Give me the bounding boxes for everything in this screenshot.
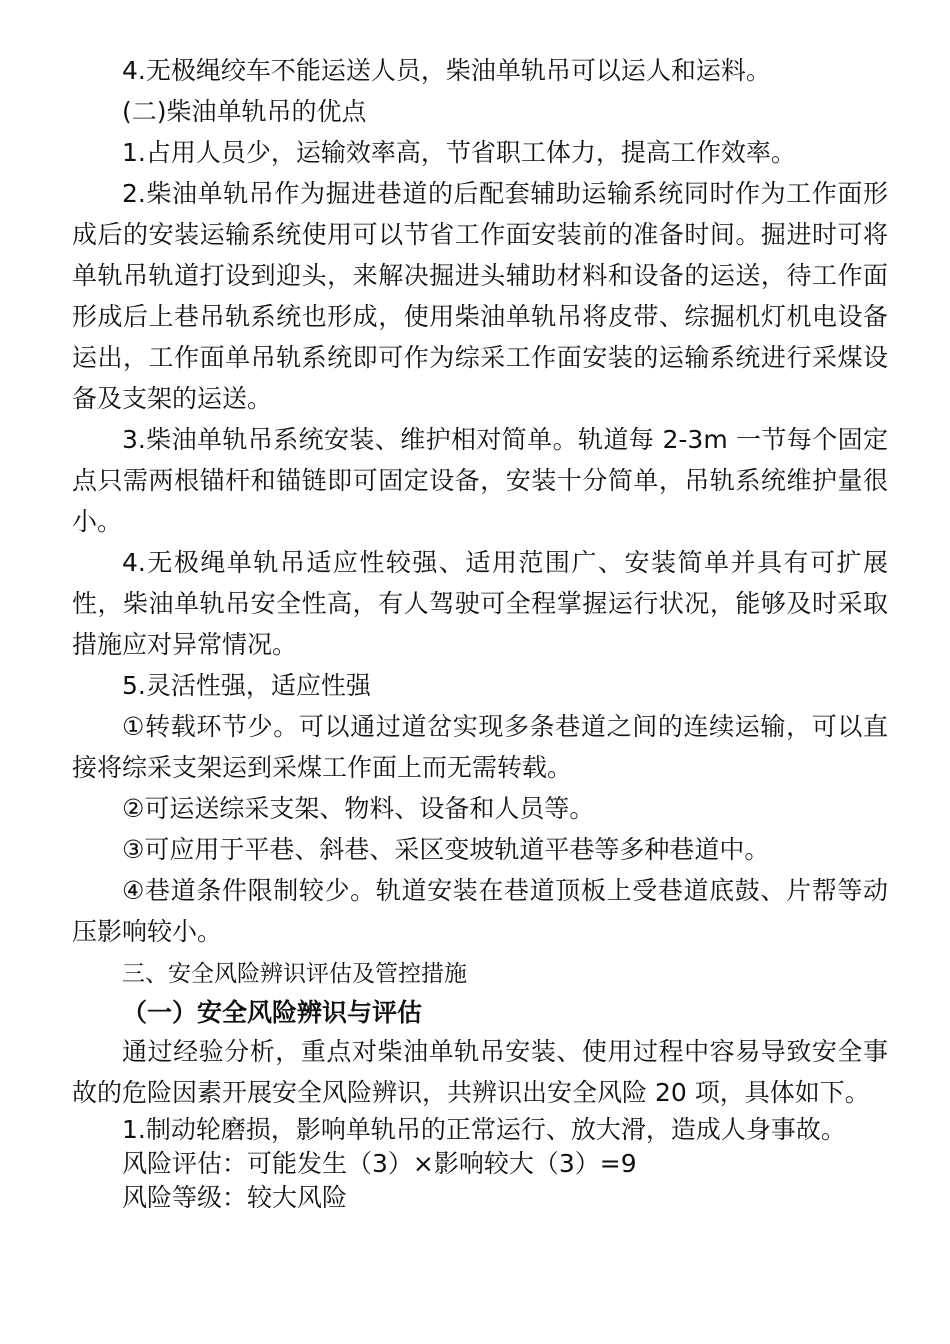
paragraph-risk-1: 1.制动轮磨损，影响单轨吊的正常运行、放大滑，造成人身事故。 (122, 1115, 846, 1144)
section-heading-risk-identification: （一）安全风险辨识与评估 (122, 998, 423, 1027)
paragraph-sub-1: ①转载环节少。可以通过道岔实现多条巷道之间的连续运输，可以直接将综采支架运到采煤工作面上而无需转载。 (72, 712, 888, 782)
paragraph-advantage-3: 3.柴油单轨吊系统安装、维护相对简单。轨道每 2-3m 一节每个固定点只需两根锚杆和锚链即可固定设备，安装十分简单，吊轨系统维护量很小。 (72, 425, 888, 536)
section-heading-advantages: (二)柴油单轨吊的优点 (122, 97, 367, 126)
paragraph-risk-level: 风险等级：较大风险 (122, 1183, 348, 1212)
paragraph-sub-4: ④巷道条件限制较少。轨道安装在巷道顶板上受巷道底鼓、片帮等动压影响较小。 (72, 876, 888, 946)
paragraph-advantage-4: 4.无极绳单轨吊适应性较强、适用范围广、安装简单并具有可扩展性，柴油单轨吊安全性高，有人驾驶可全程掌握运行状况，能够及时采取措施应对异常情况。 (72, 548, 888, 659)
document-page (72, 50, 888, 1215)
paragraph-advantage-1: 1.占用人员少，运输效率高，节省职工体力，提高工作效率。 (122, 138, 796, 167)
paragraph-advantage-5: 5.灵活性强，适应性强 (122, 671, 371, 700)
paragraph-advantage-2: 2.柴油单轨吊作为掘进巷道的后配套辅助运输系统同时作为工作面形成后的安装运输系统使用可以节省工作面安装前的准备时间。掘进时可将单轨吊轨道打设到迎头，来解决掘进头辅助材料和设备的运送，待工作面形成后上巷吊轨系统也形成，使用柴油单轨吊将皮带、综掘机灯机电设备运出，工作面单吊轨系统即可作为综采工作面安装的运输系统进行采煤设备及支架的运送。 (72, 179, 888, 413)
paragraph-sub-2: ②可运送综采支架、物料、设备和人员等。 (122, 794, 595, 823)
paragraph-risk-intro: 通过经验分析，重点对柴油单轨吊安装、使用过程中容易导致安全事故的危险因素开展安全风险辨识，共辨识出安全风险 20 项，具体如下。 (72, 1037, 888, 1107)
paragraph-risk-assessment: 风险评估：可能发生（3）×影响较大（3）=9 (122, 1149, 637, 1178)
paragraph-item-4-winch: 4.无极绳绞车不能运送人员，柴油单轨吊可以运人和运料。 (122, 56, 771, 85)
chapter-heading-risk: 三、安全风险辨识评估及管控措施 (122, 961, 467, 987)
paragraph-sub-3: ③可应用于平巷、斜巷、采区变坡轨道平巷等多种巷道中。 (122, 835, 770, 864)
